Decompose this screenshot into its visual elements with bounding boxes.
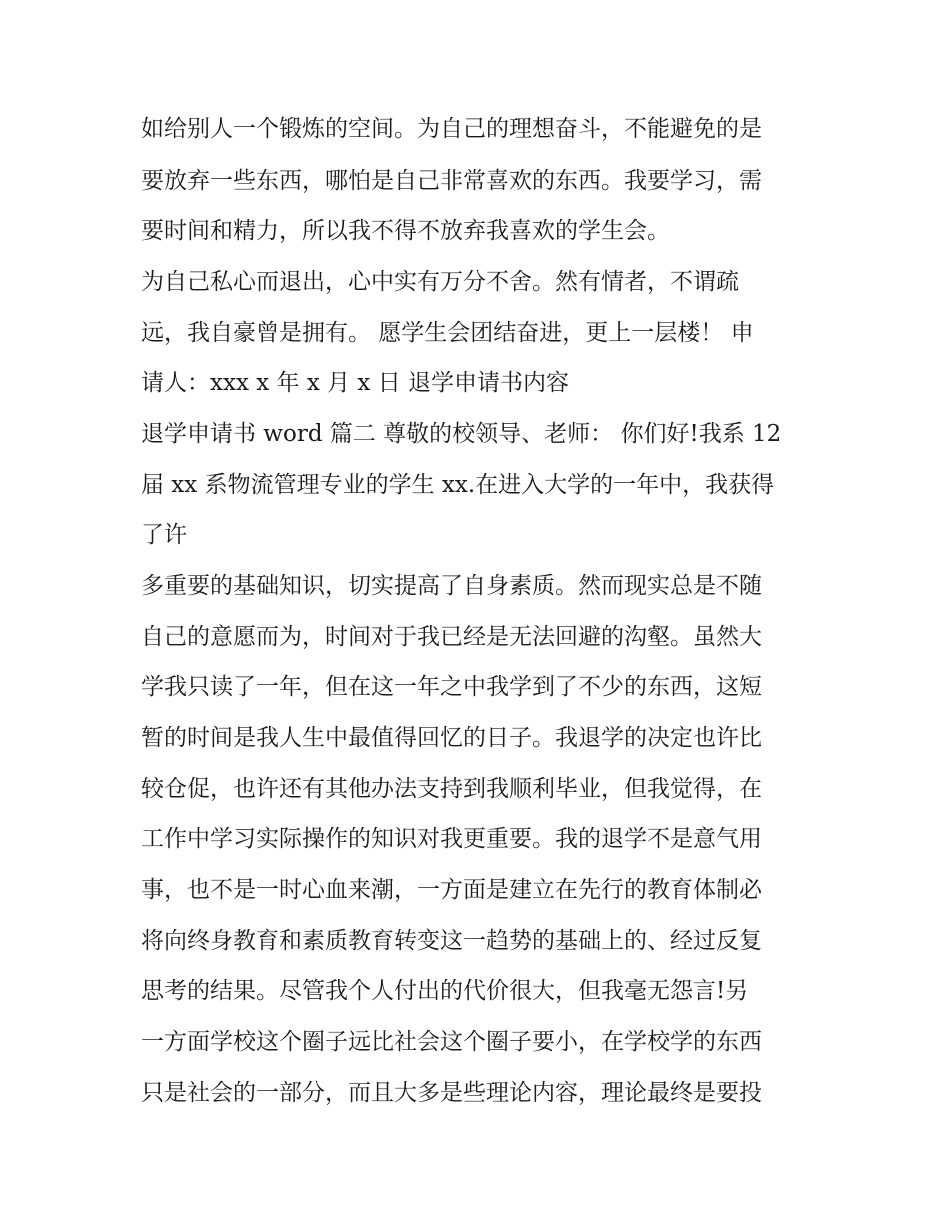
text-line: 远，我自豪曾是拥有。 愿学生会团结奋进，更上一层楼！ 申: [141, 320, 754, 346]
text-line: 了许: [141, 522, 187, 548]
text-line: 为自己私心而退出，心中实有万分不舍。然有情者，不谓疏: [141, 269, 739, 295]
text-line: 学我只读了一年，但在这一年之中我学到了不少的东西，这短: [141, 674, 762, 700]
text-line: 事，也不是一时心血来潮，一方面是建立在先行的教育体制必: [141, 877, 762, 903]
text-line: 如给别人一个锻炼的空间。为自己的理想奋斗，不能避免的是: [141, 116, 762, 142]
text-line: 思考的结果。尽管我个人付出的代价很大，但我毫无怨言!另: [141, 978, 749, 1004]
text-line: 将向终身教育和素质教育转变这一趋势的基础上的、经过反复: [141, 928, 762, 954]
text-line: 只是社会的一部分，而且大多是些理论内容，理论最终是要投: [141, 1080, 762, 1106]
text-line: 一方面学校这个圈子远比社会这个圈子要小，在学校学的东西: [141, 1029, 762, 1055]
text-line: 暂的时间是我人生中最值得回忆的日子。我退学的决定也许比: [141, 725, 762, 751]
text-line: 自己的意愿而为，时间对于我已经是无法回避的沟壑。虽然大: [141, 624, 762, 650]
text-line: 多重要的基础知识，切实提高了自身素质。然而现实总是不随: [141, 573, 762, 599]
text-line: 退学申请书 word 篇二 尊敬的校领导、老师： 你们好!我系 12: [141, 421, 782, 447]
text-line: 较仓促，也许还有其他办法支持到我顺利毕业，但我觉得，在: [141, 776, 762, 802]
text-line: 要放弃一些东西，哪怕是自己非常喜欢的东西。我要学习，需: [141, 168, 762, 194]
text-line: 请人：xxx x 年 x 月 x 日 退学申请书内容: [141, 370, 570, 396]
text-line: 工作中学习实际操作的知识对我更重要。我的退学不是意气用: [141, 826, 762, 852]
text-line: 要时间和精力，所以我不得不放弃我喜欢的学生会。: [141, 218, 670, 244]
text-line: 届 xx 系物流管理专业的学生 xx.在进入大学的一年中，我获得: [141, 472, 775, 498]
